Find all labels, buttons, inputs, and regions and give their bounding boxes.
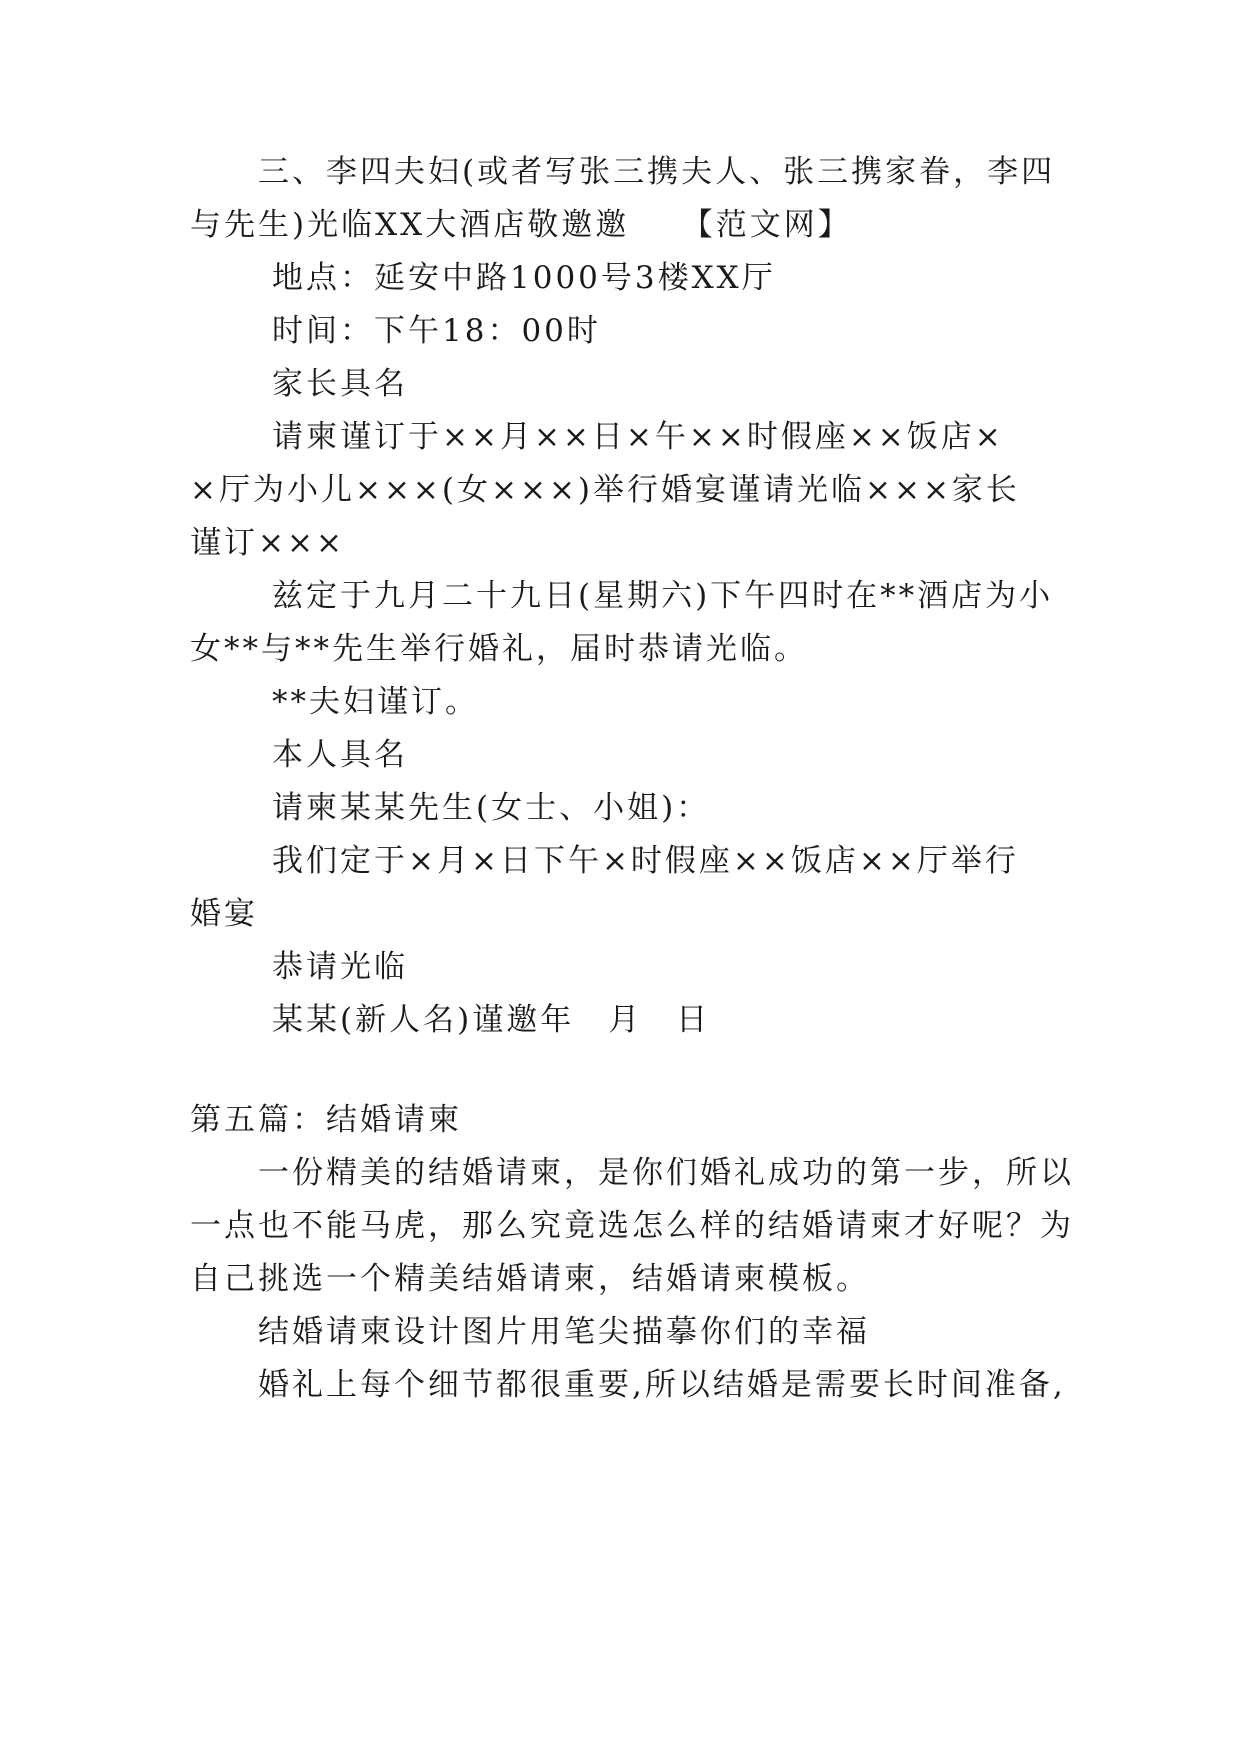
- text-line: 结婚请柬设计图片用笔尖描摹你们的幸福: [258, 1314, 870, 1350]
- text-line: 婚宴: [190, 896, 258, 932]
- text-line: 与先生)光临XX大酒店敬邀邀 【范文网】: [190, 207, 852, 243]
- text-line: **夫妇谨订。: [272, 684, 479, 720]
- time-line: 时间：下午18：00时: [272, 313, 601, 349]
- text-line: 谨订×××: [190, 525, 345, 561]
- text-line: 三、李四夫妇(或者写张三携夫人、张三携家眷，李四: [258, 154, 1056, 190]
- salutation-line: 请柬某某先生(女士、小姐)：: [272, 790, 711, 826]
- signature-line: 本人具名: [272, 737, 408, 773]
- text-line: 婚礼上每个细节都很重要,所以结婚是需要长时间准备,: [258, 1367, 1066, 1403]
- text-line: ×厅为小儿×××(女×××)举行婚宴谨请光临×××家长: [190, 472, 1020, 508]
- text-line: 女**与**先生举行婚礼，届时恭请光临。: [190, 631, 808, 667]
- section-heading: 第五篇：结婚请柬: [190, 1102, 462, 1138]
- text-line: 兹定于九月二十九日(星期六)下午四时在**酒店为小: [272, 578, 1054, 614]
- signature-line: 家长具名: [272, 366, 408, 402]
- text-line: 一点也不能马虎，那么究竟选怎么样的结婚请柬才好呢？为: [190, 1208, 1074, 1244]
- text-line: 请柬谨订于××月××日×午××时假座××饭店×: [272, 419, 1004, 455]
- text-line: 恭请光临: [272, 949, 408, 985]
- location-line: 地点：延安中路1000号3楼XX厅: [272, 260, 776, 296]
- text-line: 自己挑选一个精美结婚请柬，结婚请柬模板。: [190, 1261, 870, 1297]
- text-line: 某某(新人名)谨邀年 月 日: [272, 1002, 711, 1038]
- text-line: 我们定于×月×日下午×时假座××饭店××厅举行: [272, 843, 1019, 879]
- text-line: 一份精美的结婚请柬，是你们婚礼成功的第一步，所以: [258, 1155, 1074, 1191]
